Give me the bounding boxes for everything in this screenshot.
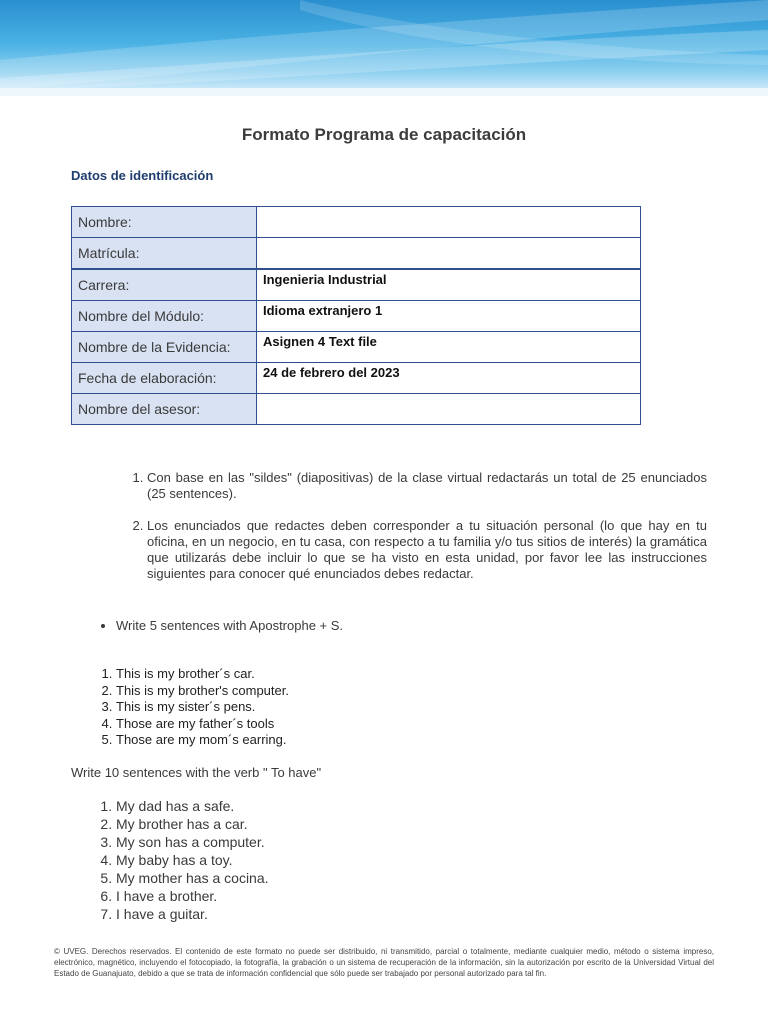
list-item: • Write 5 sentences with Apostrophe + S. (116, 618, 616, 633)
list-item: 1. My dad has a safe. (116, 797, 269, 815)
table-row (72, 207, 641, 238)
list-item: 4. Those are my father´s tools (116, 716, 289, 733)
table-row (72, 332, 641, 363)
row-value (257, 394, 641, 425)
list-item: 2. This is my brother's computer. (116, 683, 289, 700)
list-item: 1. Con base en las "sildes" (diapositivas) de la clase virtual redactarás un total de 25 enunciados (25 sentences). (147, 470, 707, 502)
apostrophe-sentences-list (88, 666, 289, 749)
row-value: Ingenieria Industrial (257, 269, 641, 301)
row-label: Carrera: (72, 269, 257, 301)
copyright-footer: © UVEG. Derechos reservados. El contenido de este formato no puede ser distribuido, ni transmitido, parcial o totalmente, mediante cualquier medio, método o sistema impreso, electrónico, magnético, incluyendo el fotocopiado, la fotografía, la grabación o un sistema de recuperación de la información, sin la autorización por escrito de la Universidad Virtual del Estado de Guanajuato, debido a que se trata de información confidencial que sólo puede ser trabajado por personal autorizado para tal fin. (54, 947, 714, 978)
table-row (72, 238, 641, 270)
list-item: 5. My mother has a cocina. (116, 869, 269, 887)
table-row (72, 363, 641, 394)
row-label: Matrícula: (72, 238, 257, 270)
list-item: 2. My brother has a car. (116, 815, 269, 833)
header-banner (0, 0, 768, 96)
row-value: 24 de febrero del 2023 (257, 363, 641, 394)
row-label: Nombre de la Evidencia: (72, 332, 257, 363)
row-value (257, 238, 641, 270)
row-value (257, 207, 641, 238)
to-have-heading: Write 10 sentences with the verb " To have" (71, 765, 322, 780)
banner-waves (0, 0, 768, 96)
row-label: Nombre: (72, 207, 257, 238)
page-title: Formato Programa de capacitación (241, 125, 527, 144)
list-item: 4. My baby has a toy. (116, 851, 269, 869)
list-item: 5. Those are my mom´s earring. (116, 732, 289, 749)
list-item: 6. I have a brother. (116, 887, 269, 905)
list-item: 7. I have a guitar. (116, 905, 269, 923)
table-row (72, 301, 641, 332)
instructions-list (122, 470, 707, 598)
list-item: 3. This is my sister´s pens. (116, 699, 289, 716)
row-label: Fecha de elaboración: (72, 363, 257, 394)
row-label: Nombre del asesor: (72, 394, 257, 425)
to-have-sentences-list (88, 797, 269, 923)
section-subtitle: Datos de identificación (71, 168, 214, 183)
identification-table (71, 206, 641, 425)
table-row (72, 269, 641, 301)
list-item: 1. This is my brother´s car. (116, 666, 289, 683)
table-row (72, 394, 641, 425)
row-value: Idioma extranjero 1 (257, 301, 641, 332)
row-value: Asignen 4 Text file (257, 332, 641, 363)
list-item: 3. My son has a computer. (116, 833, 269, 851)
row-label: Nombre del Módulo: (72, 301, 257, 332)
task-bullet-list (88, 618, 616, 633)
list-item: 2. Los enunciados que redactes deben corresponder a tu situación personal (lo que hay en tu oficina, en un negocio, en tu casa, con respecto a tu familia y/o tus sitios de interés) la gramática que utilizarás debe incluir lo que se ha visto en esta unidad, por favor lee las instrucciones siguientes para conocer qué enunciados debes redactar. (147, 518, 707, 582)
